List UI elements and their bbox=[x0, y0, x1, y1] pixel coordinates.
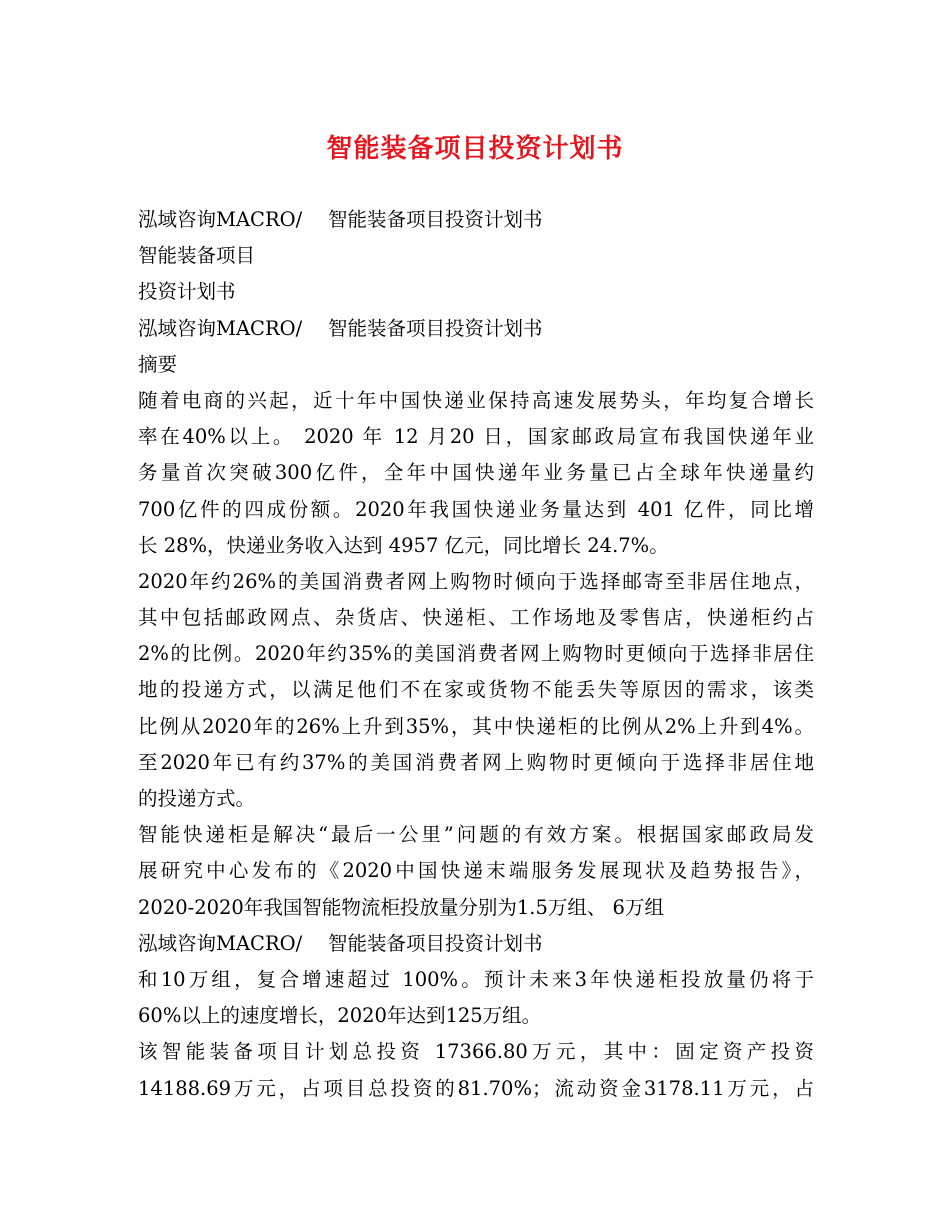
header-doc-title: 智能装备项目投资计划书 bbox=[328, 316, 543, 340]
paragraph-line: 60%以上的速度增长，2020年达到125万组。 bbox=[138, 1004, 542, 1028]
cover-line: 智能装备项目 bbox=[138, 244, 256, 268]
paragraph-line: 2020-2020年我国智能物流柜投放量分别为1.5万组、 6万组 bbox=[138, 895, 664, 919]
paragraph-line: 该智能装备项目计划总投资 17366.80万元，其中：固定资产投资 bbox=[138, 1040, 814, 1064]
paragraph-line: 比例从2020年的26%上升到35%，其中快递柜的比例从2%上升到4%。 bbox=[138, 714, 814, 738]
running-header bbox=[138, 202, 814, 238]
cover-line: 投资计划书 bbox=[138, 280, 236, 304]
paragraph-line: 展研究中心发布的《2020中国快递末端服务发展现状及趋势报告》， bbox=[138, 859, 814, 883]
paragraph-line: 随着电商的兴起，近十年中国快递业保持高速发展势头，年均复合增长 bbox=[138, 388, 814, 412]
paragraph-line: 率在40%以上。 2020 年 12 月20 日，国家邮政局宣布我国快递年业 bbox=[138, 425, 814, 449]
running-header bbox=[138, 311, 814, 347]
paragraph-line: 的投递方式。 bbox=[138, 787, 256, 810]
paragraph-line: 其中包括邮政网点、杂货店、快递柜、工作场地及零售店，快递柜约占 bbox=[138, 606, 814, 630]
paragraph-line: 务量首次突破300亿件，全年中国快递年业务量已占全球年快递量约 bbox=[138, 461, 814, 485]
document-body bbox=[138, 202, 814, 1107]
header-brand: 泓域咨询MACRO/ bbox=[138, 931, 303, 955]
header-brand: 泓域咨询MACRO/ bbox=[138, 208, 303, 231]
header-brand: 泓域咨询MACRO/ bbox=[138, 316, 303, 340]
paragraph-line: 长 28%，快递业务收入达到 4957 亿元，同比增长 24.7%。 bbox=[138, 533, 669, 557]
paragraph-line: 智能快递柜是解决“最后一公里”问题的有效方案。根据国家邮政局发 bbox=[138, 823, 814, 847]
paragraph-line: 2020年约26%的美国消费者网上购物时倾向于选择邮寄至非居住地点， bbox=[138, 569, 814, 593]
header-doc-title: 智能装备项目投资计划书 bbox=[328, 208, 543, 231]
document-title: 智能装备项目投资计划书 bbox=[326, 134, 624, 164]
paragraph-line: 2%的比例。2020年约35%的美国消费者网上购物时更倾向于选择非居住 bbox=[138, 642, 814, 666]
abstract-heading: 摘要 bbox=[138, 352, 178, 376]
paragraph-line: 至2020年已有约37%的美国消费者网上购物时更倾向于选择非居住地 bbox=[138, 750, 814, 774]
running-header bbox=[138, 926, 814, 962]
paragraph-line: 700亿件的四成份额。2020年我国快递业务量达到 401 亿件，同比增 bbox=[138, 497, 814, 521]
paragraph-line: 地的投递方式，以满足他们不在家或货物不能丢失等原因的需求，该类 bbox=[138, 678, 814, 702]
header-doc-title: 智能装备项目投资计划书 bbox=[328, 931, 543, 955]
paragraph-line: 和10万组，复合增速超过 100%。预计未来3年快递柜投放量仍将于 bbox=[138, 967, 814, 991]
paragraph-line: 14188.69万元，占项目总投资的81.70%；流动资金3178.11万元，占 bbox=[138, 1076, 814, 1100]
